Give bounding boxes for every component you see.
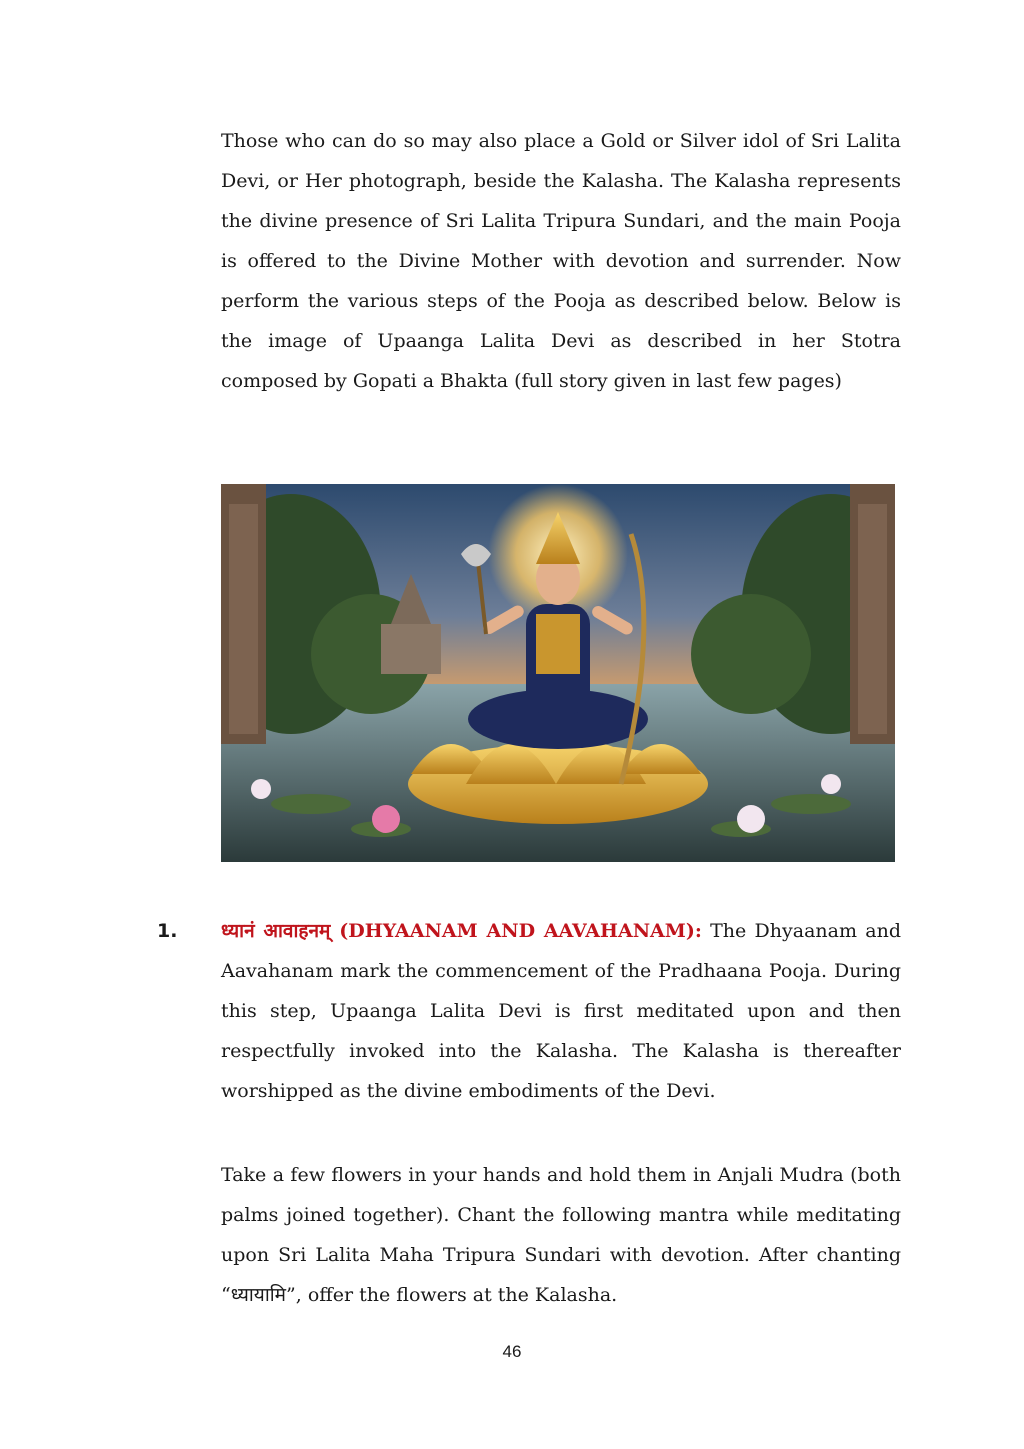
- instruction-paragraph: Take a few flowers in your hands and hold them in Anjali Mudra (both palms joined together). Chant the following mantra while meditating upon Sri Lalita Maha Tripura Sundari with devotion. After chanting “ध्यायामि”, offer the flowers at the Kalasha.: [221, 1164, 901, 1306]
- step-1-first-line: [157, 911, 901, 1111]
- step-1-section: [157, 911, 901, 1111]
- intro-block: [221, 121, 901, 401]
- devi-illustration: [221, 484, 895, 862]
- page-number: 46: [502, 1342, 522, 1361]
- step-1-heading: ध्यानं आवाहनम् (DHYAANAM AND AAVAHANAM):: [221, 920, 702, 942]
- step-number: 1.: [157, 920, 178, 942]
- instruction-block: [221, 1155, 901, 1315]
- step-1-text: The Dhyaanam and Aavahanam mark the commencement of the Pradhaana Pooja. During this step, Upaanga Lalita Devi is first meditated upon and then respectfully invoked into the Kalasha. The Kalasha is thereafter worshipped as the divine embodiments of the Devi.: [221, 920, 901, 1102]
- intro-paragraph: Those who can do so may also place a Gold or Silver idol of Sri Lalita Devi, or Her photograph, beside the Kalasha. The Kalasha represents the divine presence of Sri Lalita Tripura Sundari, and the main Pooja is offered to the Divine Mother with devotion and surrender. Now perform the various steps of the Pooja as described below. Below is the image of Upaanga Lalita Devi as described in her Stotra composed by Gopati a Bhakta (full story given in last few pages): [221, 130, 901, 392]
